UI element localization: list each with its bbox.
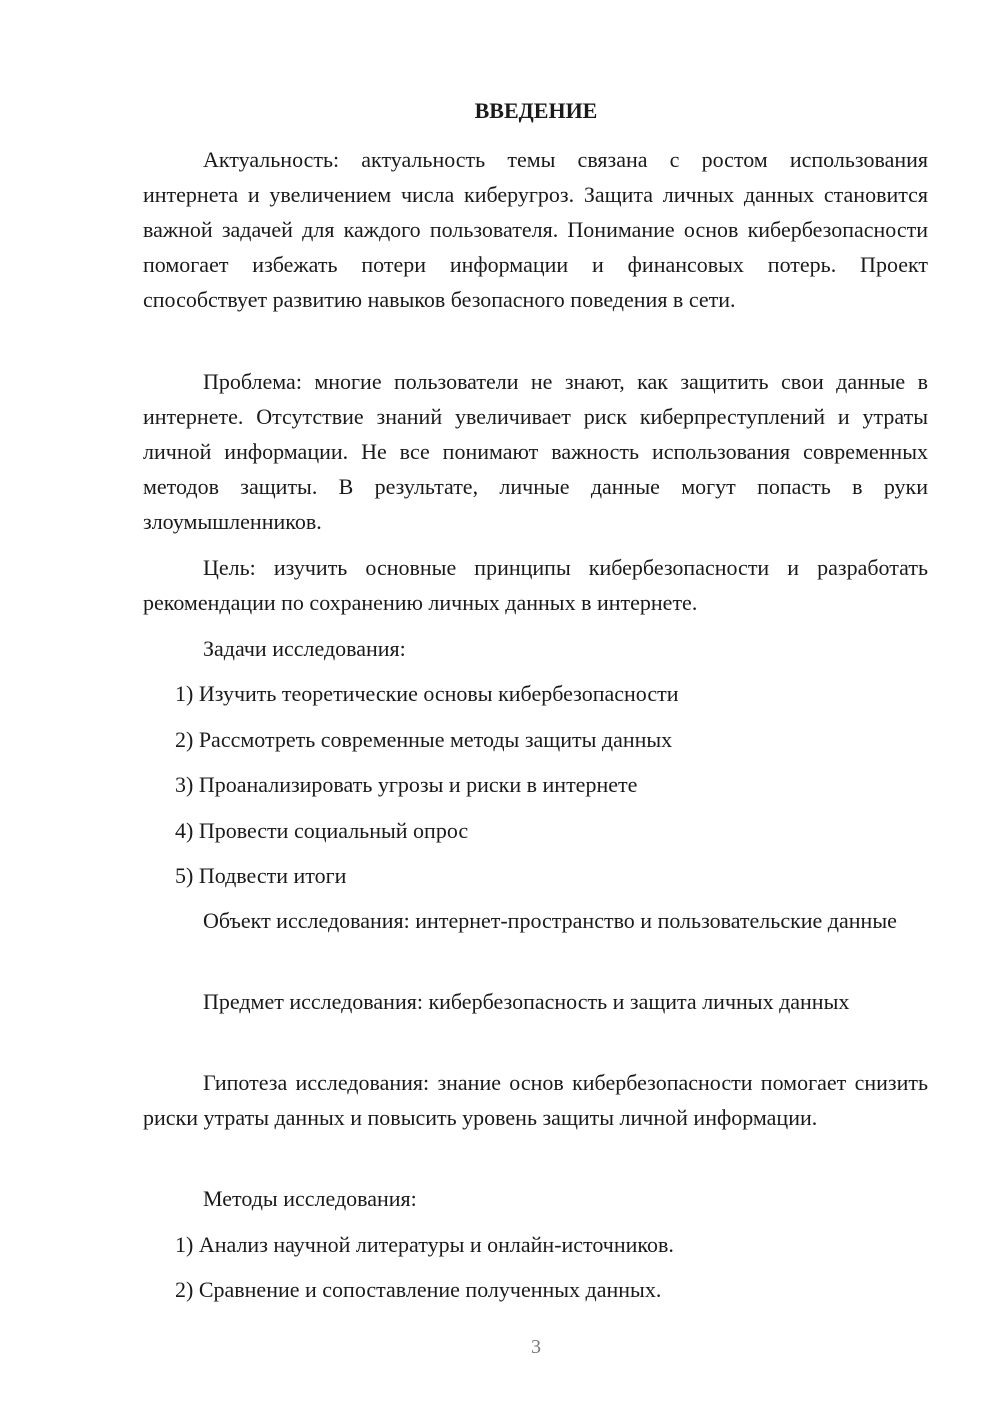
method-item: 1) Анализ научной литературы и онлайн-источников. (175, 1232, 674, 1257)
task-item: 2) Рассмотреть современные методы защиты данных (175, 727, 673, 752)
page-number: 3 (531, 1336, 541, 1358)
task-item: 5) Подвести итоги (175, 863, 347, 888)
task-item: 4) Провести социальный опрос (175, 818, 469, 843)
paragraph-goal: Цель: изучить основные принципы кибербезопасности и разработать рекомендации по сохранению личных данных в интернете. (143, 555, 928, 615)
paragraph-object: Объект исследования: интернет-пространство и пользовательские данные (203, 908, 897, 933)
task-item: 3) Проанализировать угрозы и риски в интернете (175, 772, 638, 797)
paragraph-problem: Проблема: многие пользователи не знают, как защитить свои данные в интернете. Отсутствие знаний увеличивает риск киберпреступлений и утраты личной информации. Не все понимают важность использования современных методов защиты. В результате, личные данные могут попасть в руки злоумышленников. (143, 369, 928, 534)
task-item: 1) Изучить теоретические основы кибербезопасности (175, 681, 679, 706)
tasks-heading: Задачи исследования: (203, 636, 406, 661)
paragraph-hypothesis: Гипотеза исследования: знание основ кибербезопасности помогает снизить риски утраты данных и повысить уровень защиты личной информации. (143, 1070, 928, 1130)
method-item: 2) Сравнение и сопоставление полученных данных. (175, 1277, 662, 1302)
paragraph-relevance: Актуальность: актуальность темы связана с ростом использования интернета и увеличением числа киберугроз. Защита личных данных становится важной задачей для каждого пользователя. Понимание основ кибербезопасности помогает избежать потери информации и финансовых потерь. Проект способствует развитию навыков безопасного поведения в сети. (143, 147, 928, 312)
methods-heading: Методы исследования: (203, 1186, 417, 1211)
paragraph-subject: Предмет исследования: кибербезопасность и защита личных данных (203, 989, 850, 1014)
section-title: ВВЕДЕНИЕ (474, 98, 598, 123)
